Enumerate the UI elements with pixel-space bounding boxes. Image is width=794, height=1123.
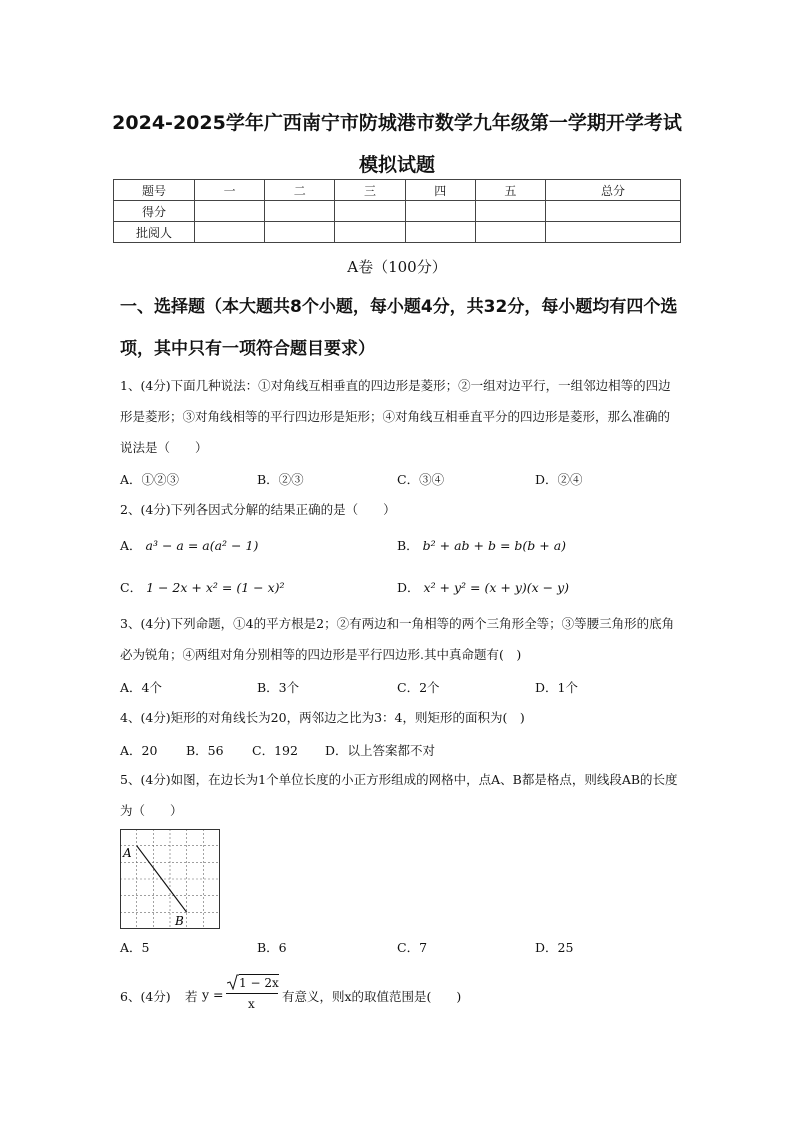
option-b[interactable]: B．3个 — [257, 680, 300, 695]
question-2-options-row-2 — [120, 578, 680, 598]
score-input-cell[interactable] — [405, 222, 475, 243]
question-number: 4、(4分) — [120, 710, 171, 725]
option-a[interactable] — [120, 536, 258, 554]
question-1 — [120, 370, 680, 463]
option-b[interactable]: B．②③ — [257, 472, 304, 487]
option-label: D． — [397, 580, 420, 595]
option-c[interactable]: C．2个 — [397, 680, 440, 695]
table-cell: 五 — [475, 180, 545, 201]
option-d[interactable] — [397, 578, 569, 596]
score-input-cell[interactable] — [265, 222, 335, 243]
option-label: A． — [120, 538, 142, 553]
score-input-cell[interactable] — [405, 201, 475, 222]
formula: b² + ab + b = b(b + a) — [422, 538, 567, 553]
option-a[interactable]: A．4个 — [120, 680, 162, 695]
question-text: 矩形的对角线长为20，两邻边之比为3：4，则矩形的面积为( ) — [170, 710, 525, 725]
option-d[interactable]: D．②④ — [535, 472, 583, 487]
option-a[interactable]: A．20 — [120, 743, 158, 758]
option-a[interactable]: A．①②③ — [120, 472, 180, 487]
option-c[interactable]: C．7 — [397, 940, 428, 955]
question-5-options — [120, 938, 680, 958]
formula-denominator: x — [248, 997, 255, 1011]
section-a-heading: A卷（100分） — [347, 258, 447, 276]
score-input-cell[interactable] — [546, 222, 681, 243]
table-cell: 四 — [405, 180, 475, 201]
table-cell: 批阅人 — [114, 222, 195, 243]
option-label: B． — [397, 538, 419, 553]
score-table-row — [114, 201, 681, 222]
option-label: C． — [120, 580, 143, 595]
option-c[interactable] — [120, 578, 285, 596]
point-a-label: A — [123, 846, 132, 860]
option-d[interactable]: D．25 — [535, 940, 574, 955]
fraction-bar — [226, 993, 278, 994]
formula: x² + y² = (x + y)(x − y) — [423, 580, 570, 595]
score-input-cell[interactable] — [475, 222, 545, 243]
score-input-cell[interactable] — [195, 201, 265, 222]
option-b[interactable]: B．6 — [257, 940, 287, 955]
question-2-options-row-1 — [120, 536, 680, 556]
formula: a³ − a = a(a² − 1) — [145, 538, 259, 553]
score-input-cell[interactable] — [335, 201, 405, 222]
option-d[interactable]: D．以上答案都不对 — [325, 743, 436, 758]
table-cell: 得分 — [114, 201, 195, 222]
question-number: 1、(4分) — [120, 378, 171, 393]
title-line-2: 模拟试题 — [358, 154, 435, 176]
score-input-cell[interactable] — [195, 222, 265, 243]
option-d[interactable]: D．1个 — [535, 680, 578, 695]
grid-lines — [120, 829, 220, 929]
table-cell: 题号 — [114, 180, 195, 201]
formula-numerator: 1 − 2x — [239, 976, 279, 990]
score-table-row — [114, 222, 681, 243]
part1-heading: 一、选择题（本大题共8个小题，每小题4分，共32分，每小题均有四个选项，其中只有一项符合题目要求） — [120, 297, 678, 359]
question-text: 如图，在边长为1个单位长度的小正方形组成的网格中，点A、B都是格点，则线段AB的长度为（ ） — [120, 772, 678, 818]
option-b[interactable]: B．56 — [186, 743, 224, 758]
option-c[interactable]: C．③④ — [397, 472, 445, 487]
score-input-cell[interactable] — [265, 201, 335, 222]
score-table-header — [114, 180, 681, 201]
question-number: 5、(4分) — [120, 772, 171, 787]
point-b-label: B — [175, 914, 184, 928]
question-3 — [120, 608, 680, 670]
question-text-before: 若 — [185, 989, 198, 1004]
table-cell: 总分 — [546, 180, 681, 201]
sqrt-sign-icon — [227, 974, 239, 990]
question-number: 3、(4分) — [120, 616, 171, 631]
question-2 — [120, 494, 680, 525]
question-3-options — [120, 678, 680, 698]
option-a[interactable]: A．5 — [120, 940, 150, 955]
question-text: 下列各因式分解的结果正确的是（ ） — [170, 502, 396, 517]
question-4 — [120, 702, 680, 733]
question-text-after: 有意义，则x的取值范围是( ) — [282, 989, 462, 1004]
table-cell: 一 — [195, 180, 265, 201]
score-input-cell[interactable] — [475, 201, 545, 222]
question-4-options — [120, 741, 680, 761]
question-text: 下列命题，①4的平方根是2；②有两边和一角相等的两个三角形全等；③等腰三角形的底角必为锐角；④两组对角分别相等的四边形是平行四边形.其中真命题有( ) — [120, 616, 675, 662]
question-number: 2、(4分) — [120, 502, 171, 517]
question-6 — [120, 972, 680, 1018]
score-table — [113, 179, 681, 243]
grid-figure — [120, 829, 220, 929]
question-1-options — [120, 470, 680, 490]
score-input-cell[interactable] — [546, 201, 681, 222]
score-input-cell[interactable] — [335, 222, 405, 243]
question-number: 6、(4分) — [120, 989, 171, 1004]
question-text: 下面几种说法：①对角线互相垂直的四边形是菱形；②一组对边平行，一组邻边相等的四边形是菱形；③对角线相等的平行四边形是矩形；④对角线互相垂直平分的四边形是菱形，那么准确的说法是（ ） — [120, 378, 671, 455]
table-cell: 三 — [335, 180, 405, 201]
option-b[interactable] — [397, 536, 566, 554]
question-5 — [120, 764, 680, 826]
title-line-1: 2024-2025学年广西南宁市防城港市数学九年级第一学期开学考试 — [112, 112, 682, 134]
option-c[interactable]: C．192 — [252, 743, 298, 758]
formula: 1 − 2x + x² = (1 − x)² — [146, 580, 285, 595]
formula-lhs: y = — [202, 987, 224, 1002]
table-cell: 二 — [265, 180, 335, 201]
